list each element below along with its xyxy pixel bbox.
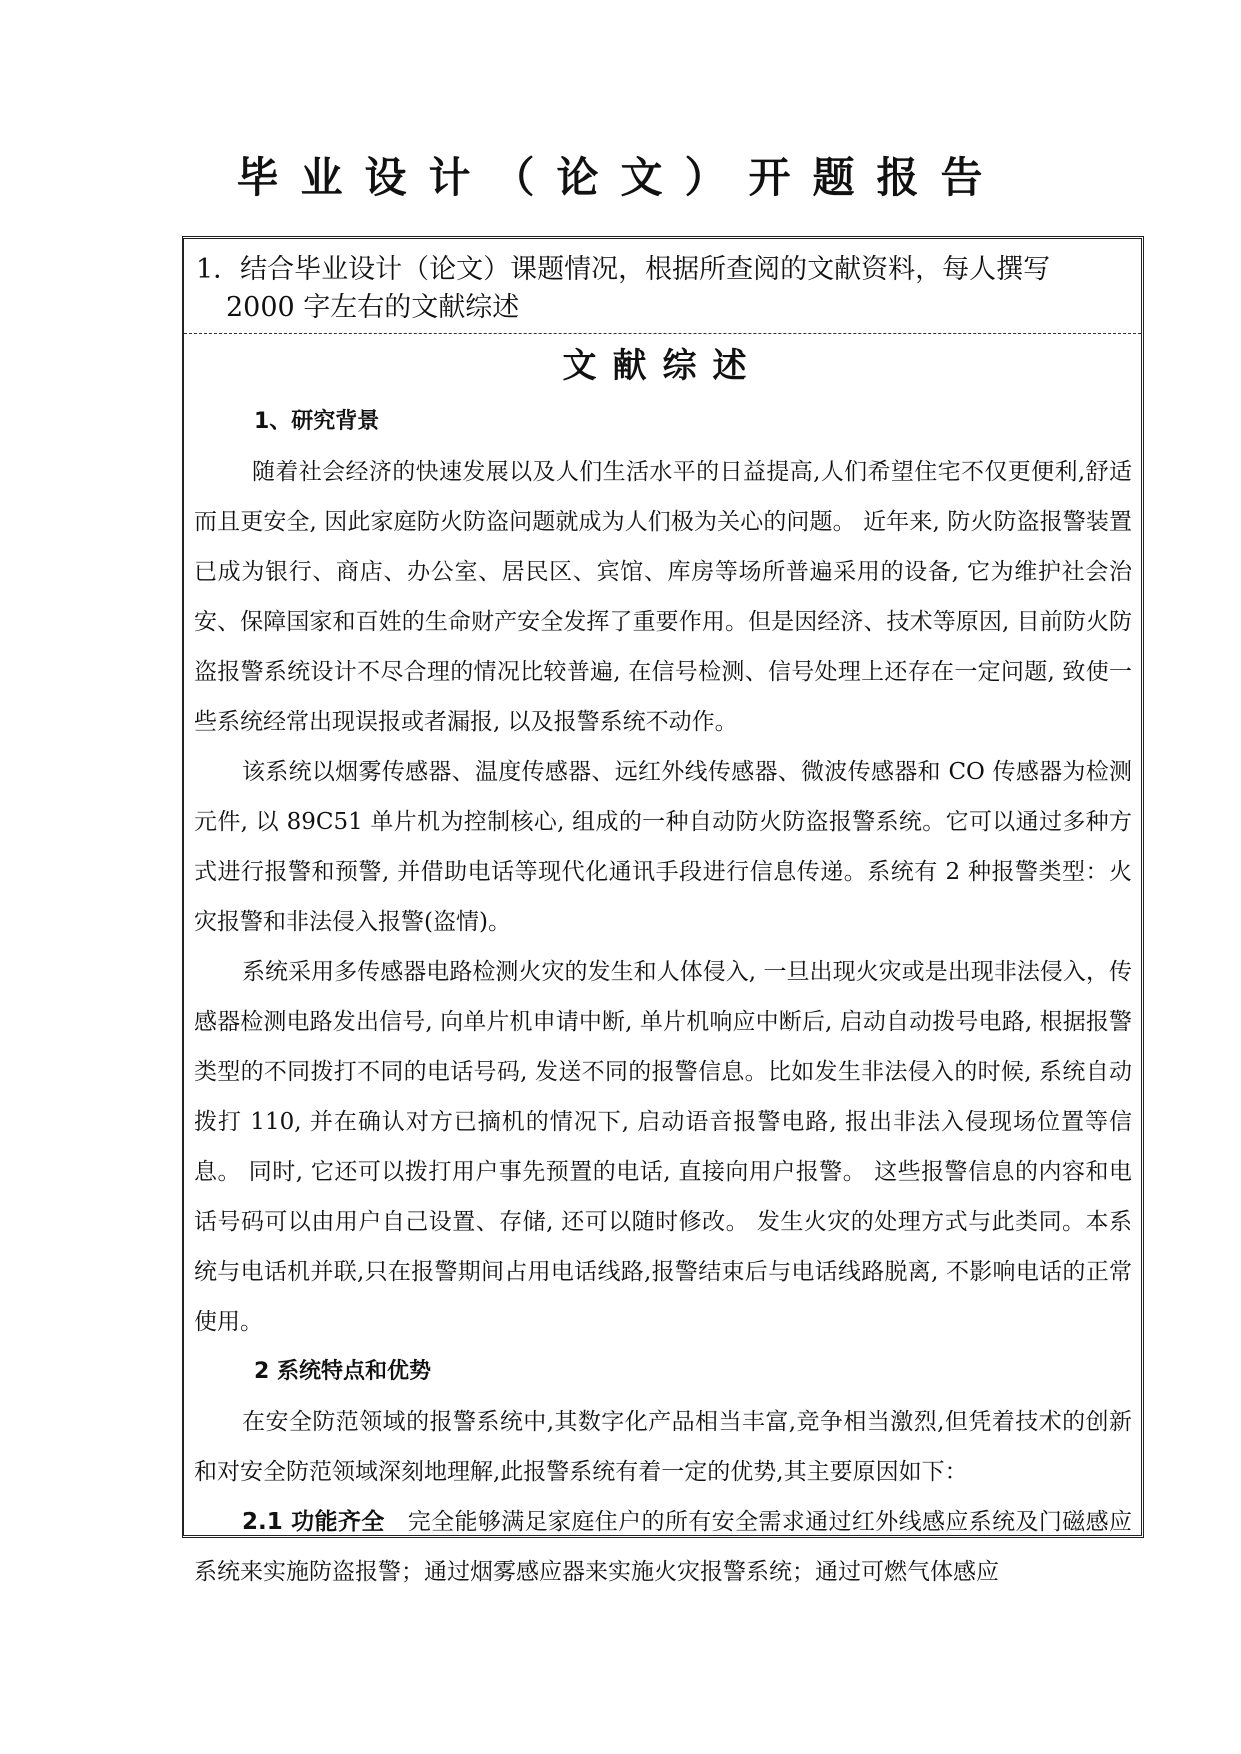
paragraph-5-text: 完全能够满足家庭住户的所有安全需求通过红外线感应系统及门磁感应系统来实施防盗报警；通过烟雾感应器来实施火灾报警系统；通过可燃气体感应: [194, 1509, 1132, 1585]
subheading-2-1: 2.1 功能齐全: [242, 1509, 385, 1535]
heading-system-features: 2 系统特点和优势: [254, 1359, 431, 1384]
paragraph-3: 系统采用多传感器电路检测火灾的发生和人体侵入, 一旦出现火灾或是出现非法侵入，传感器检测电路发出信号, 向单片机申请中断, 单片机响应中断后, 启动自动拨号电路, 根据报警类型的不同拨打不同的电话号码, 发送不同的报警信息。比如发生非法侵入的时候, 系统自动拨打 110, 并在确认对方已摘机的情况下, 启动语音报警电路, 报出非法入侵现场位置等信息。 同时, 它还可以拨打用户事先预置的电话, 直接向用户报警。 这些报警信息的内容和电话号码可以由用户自己设置、存储, 还可以随时修改。 发生火灾的处理方式与此类同。本系统与电话机并联,只在报警期间占用电话线路,报警结束后与电话线路脱离, 不影响电话的正常使用。: [194, 959, 1132, 1335]
literature-review-body: [194, 397, 1132, 1597]
paragraph-1: 随着社会经济的快速发展以及人们生活水平的日益提高,人们希望住宅不仅更便利,舒适而且更安全, 因此家庭防火防盗问题就成为人们极为关心的问题。 近年来, 防火防盗报警装置已成为银行、商店、办公室、居民区、宾馆、库房等场所普遍采用的设备, 它为维护社会治安、保障国家和百姓的生命财产安全发挥了重要作用。但是因经济、技术等原因, 目前防火防盗报警系统设计不尽合理的情况比较普遍, 在信号检测、信号处理上还存在一定问题, 致使一些系统经常出现误报或者漏报, 以及报警系统不动作。: [194, 459, 1132, 735]
prompt-line-2: 2000 字左右的文献综述: [226, 292, 520, 323]
section-title: 文献综述: [562, 346, 763, 386]
paragraph-4: 在安全防范领域的报警系统中,其数字化产品相当丰富,竞争相当激烈,但凭着技术的创新和对安全防范领域深刻地理解,此报警系统有着一定的优势,其主要原因如下：: [194, 1409, 1132, 1485]
heading-research-background: 1、研究背景: [254, 409, 380, 434]
assignment-prompt: [196, 251, 1126, 327]
report-table: [182, 236, 1144, 1585]
dashed-divider: [184, 333, 1141, 334]
prompt-line-1: 1．结合毕业设计（论文）课题情况，根据所查阅的文献资料，每人撰写: [196, 254, 1051, 285]
paragraph-5: [194, 1497, 1132, 1597]
paragraph-2: 该系统以烟雾传感器、温度传感器、远红外线传感器、微波传感器和 CO 传感器为检测元件, 以 89C51 单片机为控制核心, 组成的一种自动防火防盗报警系统。它可以通过多种方式进行报警和预警, 并借助电话等现代化通讯手段进行信息传递。系统有 2 种报警类型：火灾报警和非法侵入报警(盗情)。: [194, 759, 1132, 935]
page-title: 毕业设计（论文）开题报告: [236, 153, 1005, 202]
